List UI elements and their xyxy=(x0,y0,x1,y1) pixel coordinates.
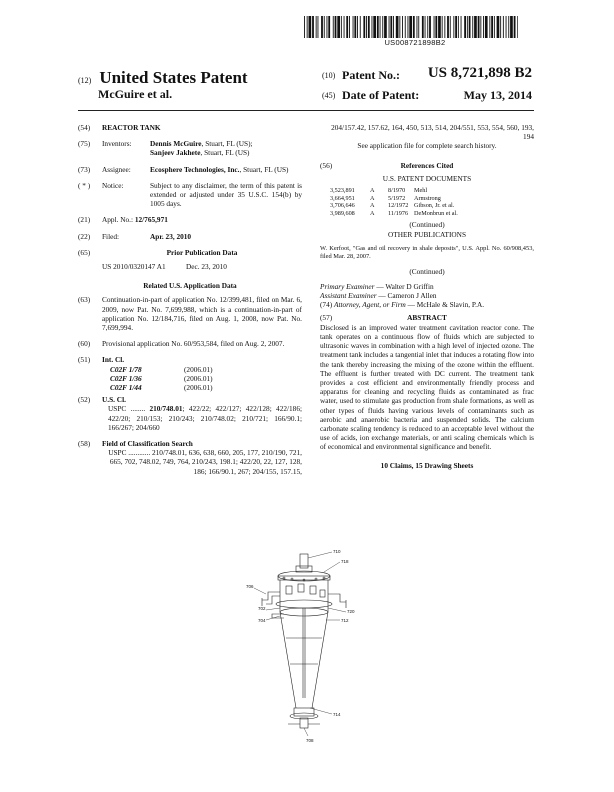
barcode-bar xyxy=(366,16,367,38)
barcode-bar xyxy=(363,16,365,38)
barcode-bar xyxy=(417,16,418,38)
barcode-bar xyxy=(461,16,462,38)
barcode-bar xyxy=(349,16,350,38)
title-entry: (54) REACTOR TANK xyxy=(78,123,161,132)
claims-summary: 10 Claims, 15 Drawing Sheets xyxy=(380,460,474,470)
int-cl-row xyxy=(102,365,302,374)
barcode-bar xyxy=(380,16,381,38)
drawing-reference-label: 704 xyxy=(258,618,266,623)
reference-row xyxy=(320,187,534,195)
int-cl-label: Int. Cl. xyxy=(102,355,125,365)
barcode-bar xyxy=(497,16,500,38)
barcode-bar xyxy=(372,16,373,38)
barcode-bar xyxy=(442,16,443,38)
barcode-bar xyxy=(510,16,513,38)
notice-entry: ( * ) Notice: Subject to any disclaimer, the term of this patent is extended or adjusted under 35 U.S.C. 154(b) by 1005 days. xyxy=(78,180,302,209)
right-column xyxy=(320,123,534,470)
barcode-bar xyxy=(517,16,518,38)
header-code-45: (45) xyxy=(322,91,336,100)
barcode-number: US008721898B2 xyxy=(384,38,446,47)
barcode-bar xyxy=(453,16,454,38)
references-list xyxy=(320,187,534,217)
barcode-bar xyxy=(316,16,317,38)
barcode-bar xyxy=(450,16,451,38)
barcode-bar xyxy=(491,16,493,38)
patent-date-row xyxy=(322,88,532,108)
barcode-bar xyxy=(429,16,431,38)
reference-cell: A xyxy=(370,194,375,202)
barcode-bar xyxy=(506,16,507,38)
assistant-examiner: Assistant Examiner — Cameron J Allen xyxy=(320,291,437,301)
notice-label: Notice: xyxy=(102,180,124,190)
drawing-reference-label: 712 xyxy=(341,618,349,623)
int-cl-entry: (51) Int. Cl. C02F 1/78 (2006.01) C02F 1/36 (2006.01) C02F 1/44 (2006.01) xyxy=(78,355,302,392)
us-cl-text: USPC ........ 210/748.01; 422/22; 422/127; 422/128; 422/186; 422/20; 210/153; 210/243; 210/748.02; 210/721; 166/90.1; 166/267; 204/660 xyxy=(108,404,302,432)
notice-text: Subject to any disclaimer, the term of this patent is extended or adjusted under 35 U.S.C. 154(b) by 1005 days. xyxy=(150,180,302,209)
application-number: 12/765,971 xyxy=(134,215,168,225)
barcode-bar xyxy=(435,16,437,38)
reference-cell: 3,664,951 xyxy=(330,194,355,202)
barcode-bar xyxy=(408,16,409,38)
assignee-name: Ecosphere Technologies, Inc. xyxy=(150,164,240,174)
continued-refs: (Continued) xyxy=(409,220,445,230)
reference-cell: DeMonbrun et al. xyxy=(414,209,458,217)
barcode-bar xyxy=(455,16,457,38)
int-cl-class: C02F 1/78 xyxy=(110,364,142,374)
barcode-bar xyxy=(354,16,356,38)
drawing-labels xyxy=(246,549,355,743)
barcode-bar xyxy=(357,16,358,38)
int-cl-date: (2006.01) xyxy=(184,373,213,383)
abstract-title: ABSTRACT xyxy=(407,312,447,322)
abstract-text: Disclosed is an improved water treatment cavitation reactor cone. The tank operates on a continuous flow of fluids which are subjected to ultrasonic waves in combination with a high level of injected ozone. The treatment tank includes a tangential inlet that induces a rotating flow into the tank thereby increasing the mixing of the ozone within the effluent. The effluent is further treated with DC current. The treatment tank provides a cost efficient and environmentally friendly process and apparatus for cleaning and recycling fluids as contaminated as frac water, used to stimulate gas production from shale formations, as well as other types of fluids having various levels of contaminants such as aerobic and anaerobic bacteria and suspended solids. The calcium carbonate scaling tendency is reduced to an acceptable level without the use of acids, ion exchange materials, or anti scaling chemicals which is of economical and environmental significance and benefit. xyxy=(320,322,534,452)
prior-publication-entry: (65) Prior Publication Data US 2010/0320147 A1 Dec. 23, 2010 xyxy=(78,248,302,271)
reference-cell: Gibson, Jr. et al. xyxy=(414,202,455,210)
barcode-bar xyxy=(337,16,340,38)
barcode-bar xyxy=(474,16,477,38)
barcode-bar xyxy=(389,16,390,38)
barcode-bar xyxy=(409,16,412,38)
barcode-bar xyxy=(434,16,435,38)
field-of-search-continued: 204/157.42, 157.62, 164, 450, 513, 514, 204/551, 553, 554, 560, 193, 194 xyxy=(331,123,534,142)
barcode-bar xyxy=(373,16,376,38)
reference-cell: A xyxy=(370,209,375,217)
drawing-reference-label: 708 xyxy=(306,738,314,743)
barcode-bar xyxy=(425,16,426,38)
provisional-text: Provisional application No. 60/953,584, filed on Aug. 2, 2007. xyxy=(102,339,285,349)
inventors-entry: (75) Inventors: Dennis McGuire, Stuart, FL (US); Sanjeev Jakhete, Stuart, FL (US) xyxy=(78,139,253,158)
int-cl-row xyxy=(102,374,302,383)
barcode-bar xyxy=(500,16,501,38)
continuation-text: Continuation-in-part of application No. 12/399,481, filed on Mar. 6, 2009, now Pat. No. 7,699,988, which is a continuation-in-part of application No. 12/184,716, filed on Aug. 1, 2008, now Pat. No. 7,699,994. xyxy=(102,295,302,333)
reference-cell: 8/1970 xyxy=(388,187,406,195)
barcode-bar xyxy=(309,16,312,38)
reference-row xyxy=(320,202,534,210)
barcode-bar xyxy=(353,16,354,38)
barcode-bar xyxy=(360,16,361,38)
barcode-image xyxy=(304,16,518,38)
drawing-reference-label: 714 xyxy=(333,712,341,717)
barcode-bar xyxy=(384,16,387,38)
barcode-bar xyxy=(368,16,370,38)
header-right xyxy=(322,65,532,108)
barcode-bar xyxy=(444,16,445,38)
barcode-bar xyxy=(458,16,459,38)
prior-publication-date: Dec. 23, 2010 xyxy=(186,262,227,272)
other-publication: W. Kerfoot, "Gas and oil recovery in shale deposits", U.S. Appl. No. 60/908,453, filed Mar. 28, 2007. xyxy=(320,244,534,260)
application-number-entry: (21) Appl. No.: 12/765,971 xyxy=(78,215,168,225)
reference-cell: A xyxy=(370,202,375,210)
barcode-bar xyxy=(344,16,345,38)
patent-date: May 13, 2014 xyxy=(463,88,532,102)
barcode-bar xyxy=(405,16,406,38)
barcode-bar xyxy=(312,16,314,38)
header-code-12: (12) xyxy=(78,76,92,85)
int-cl-row xyxy=(102,383,302,392)
header-left xyxy=(78,68,248,101)
us-cl-entry: (52) U.S. Cl. USPC ........ 210/748.01; 422/22; 422/127; 422/128; 422/186; 422/20; 210/153; 210/243; 210/748.02; 210/721; 166/90.1; 166/267; 204/660 xyxy=(78,395,302,432)
provisional-entry: (60) Provisional application No. 60/953,584, filed on Aug. 2, 2007. xyxy=(78,339,302,348)
continuation-entry: (63) Continuation-in-part of application No. 12/399,481, filed on Mar. 6, 2009, now Pat. No. 7,699,988, which is a continuation-in-part of application No. 12/184,716, filed on Aug. 1, 2008, now Pat. No. 7,699,994. xyxy=(78,295,302,333)
barcode-bar xyxy=(514,16,516,38)
reference-cell: 5/1972 xyxy=(388,194,406,202)
barcode-bar xyxy=(327,16,328,38)
barcode-bar xyxy=(489,16,490,38)
left-column xyxy=(78,123,302,483)
patent-number-row xyxy=(322,65,532,88)
barcode-bar xyxy=(413,16,415,38)
barcode-bar xyxy=(346,16,348,38)
barcode-bar xyxy=(333,16,334,38)
us-cl-label: U.S. Cl. xyxy=(102,395,126,405)
drawing-reference-label: 718 xyxy=(341,559,349,564)
invention-title: REACTOR TANK xyxy=(102,123,161,132)
reactor-tank-drawing xyxy=(236,548,376,744)
inventors-short: McGuire et al. xyxy=(98,87,173,101)
barcode-bar xyxy=(382,16,383,38)
reference-cell: 12/1972 xyxy=(388,202,409,210)
barcode-bar xyxy=(335,16,337,38)
header-code-10: (10) xyxy=(322,71,336,80)
barcode-bar xyxy=(304,16,305,38)
reference-cell: 3,989,608 xyxy=(330,209,355,217)
barcode-bar xyxy=(503,16,504,38)
int-cl-class: C02F 1/44 xyxy=(110,383,142,393)
reference-cell: 11/1976 xyxy=(388,209,409,217)
barcode-bar xyxy=(427,16,428,38)
reference-row xyxy=(320,210,534,218)
patent-number-label: Patent No.: xyxy=(342,68,400,82)
barcode-bar xyxy=(469,16,471,38)
drawing-reference-label: 720 xyxy=(347,609,355,614)
drawing-reference-label: 710 xyxy=(333,549,341,554)
reference-cell: A xyxy=(370,187,375,195)
patent-number: US 8,721,898 B2 xyxy=(427,65,532,81)
related-application-title: Related U.S. Application Data xyxy=(143,281,237,291)
barcode-bar xyxy=(478,16,480,38)
field-of-search-entry: (58) Field of Classification Search USPC ............ 210/748.01, 636, 638, 660, 205, 177, 210/190, 721, 665, 702, 748.02, 749, 764, 210/243, 198.1; 422/20, 22, 127, 128, 186; 166/90.1, 267; 204/155, 157.15, xyxy=(78,439,302,476)
barcode-bar xyxy=(422,16,424,38)
int-cl-date: (2006.01) xyxy=(184,364,213,374)
inventor-name-1: Dennis McGuire xyxy=(150,139,202,149)
primary-examiner: Primary Examiner — Walter D Griffin xyxy=(320,282,434,291)
abstract-header: (57) ABSTRACT xyxy=(320,313,534,322)
field-of-search-text: USPC ............ 210/748.01, 636, 638, 660, 205, 177, 210/190, 721, 665, 702, 748.02, 749, 764, 210/243, 198.1; 422/20, 22, 127, 128, 186; 166/90.1, 267; 204/155, 157.15, xyxy=(108,448,302,476)
reference-cell: 3,706,646 xyxy=(330,202,355,210)
assignee-label: Assignee: xyxy=(102,164,131,174)
int-cl-class: C02F 1/36 xyxy=(110,373,142,383)
barcode-bar xyxy=(483,16,484,38)
int-cl-date: (2006.01) xyxy=(184,383,213,393)
document-type-title: United States Patent xyxy=(99,68,248,87)
barcode-bar xyxy=(418,16,419,38)
barcode-bar xyxy=(485,16,488,38)
header-divider xyxy=(78,110,534,111)
prior-publication-title: Prior Publication Data xyxy=(166,247,238,257)
barcode-bar xyxy=(399,16,400,38)
references-title: References Cited xyxy=(400,160,454,170)
barcode-bar xyxy=(494,16,495,38)
barcode-bar xyxy=(324,16,325,38)
filed-entry: (22) Filed: Apr. 23, 2010 xyxy=(78,232,302,241)
barcode-bar xyxy=(307,16,308,38)
int-cl-list xyxy=(102,365,302,393)
drawing-reference-label: 706 xyxy=(246,584,254,589)
us-patent-documents-title: U.S. PATENT DOCUMENTS xyxy=(382,173,472,183)
barcode-bar xyxy=(480,16,481,38)
reference-cell: 3,523,891 xyxy=(330,187,355,195)
see-application-note: See application file for complete search history. xyxy=(357,141,497,151)
attorney: (74) Attorney, Agent, or Firm — McHale & Slavin, P.A. xyxy=(320,300,485,310)
barcode-bar xyxy=(438,16,441,38)
prior-publication-number: US 2010/0320147 A1 xyxy=(102,262,166,272)
drawing-reference-label: 702 xyxy=(258,606,266,611)
patent-date-label: Date of Patent: xyxy=(342,88,420,102)
barcode-bar xyxy=(464,16,466,38)
field-of-search-label: Field of Classification Search xyxy=(102,439,193,449)
barcode-bar xyxy=(328,16,330,38)
barcode-bar xyxy=(402,16,403,38)
barcode-bar xyxy=(393,16,394,38)
barcode-bar xyxy=(447,16,449,38)
inventors-label: Inventors: xyxy=(102,139,132,149)
barcode-bar xyxy=(396,16,399,38)
barcode-bar xyxy=(508,16,509,38)
barcode-bar xyxy=(321,16,323,38)
references-header: (56) References Cited xyxy=(320,161,534,170)
other-publications-title: OTHER PUBLICATIONS xyxy=(387,229,467,239)
barcode-bar xyxy=(318,16,319,38)
barcode-bar xyxy=(377,16,379,38)
barcode-bar xyxy=(472,16,473,38)
barcode-bar xyxy=(390,16,392,38)
reference-cell: Mehl xyxy=(414,187,428,195)
reference-cell: Armstrong xyxy=(414,194,441,202)
continued-pubs: (Continued) xyxy=(409,266,445,276)
reference-row xyxy=(320,195,534,203)
filed-date: Apr. 23, 2010 xyxy=(150,231,192,241)
barcode-bar xyxy=(341,16,342,38)
inventor-name-2: Sanjeev Jakhete xyxy=(150,148,201,158)
assignee-entry: (73) Assignee: Ecosphere Technologies, Inc., Stuart, FL (US) xyxy=(78,164,289,174)
barcode-bar xyxy=(467,16,468,38)
